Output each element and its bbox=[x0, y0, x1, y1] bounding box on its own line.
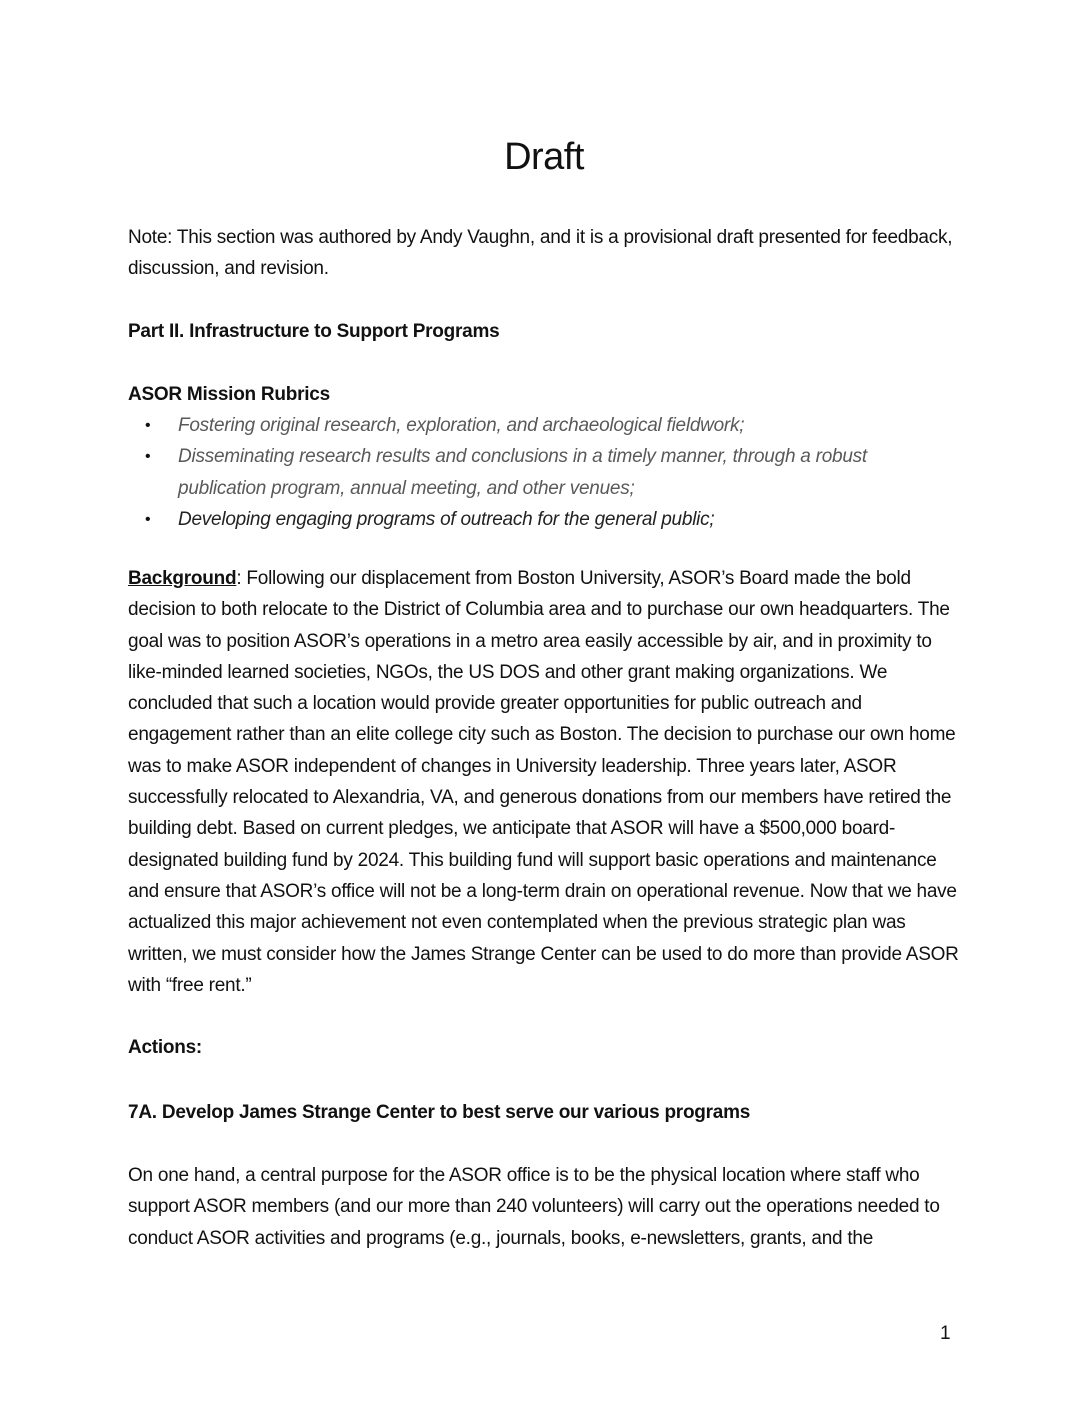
rubrics-heading: ASOR Mission Rubrics bbox=[128, 384, 330, 405]
author-note: Note: This section was authored by Andy Vaughn, and it is a provisional draft presented for feedback, discussion, and revision. bbox=[128, 227, 953, 280]
actions-heading: Actions: bbox=[128, 1037, 202, 1058]
action-7a-heading: 7A. Develop James Strange Center to best serve our various programs bbox=[128, 1102, 751, 1123]
rubric-text: Fostering original research, exploration, and archaeological fieldwork; bbox=[178, 415, 745, 436]
background-label: Background bbox=[128, 568, 237, 589]
list-item bbox=[128, 441, 960, 504]
purpose-paragraph: On one hand, a central purpose for the ASOR office is to be the physical location where staff who support ASOR members (and our more than 240 volunteers) will carry out the operations needed to conduct ASOR activities and programs (e.g., journals, books, e-newsletters, grants, and the bbox=[128, 1165, 940, 1249]
background-paragraph bbox=[128, 563, 960, 1001]
rubric-text: Disseminating research results and conclusions in a timely manner, through a robust publication program, annual meeting, and other venues; bbox=[178, 446, 867, 499]
bullet-icon: • bbox=[145, 448, 151, 466]
rubric-text: Developing engaging programs of outreach for the general public; bbox=[178, 508, 715, 530]
page-number: 1 bbox=[940, 1323, 951, 1344]
bullet-icon: • bbox=[145, 510, 151, 528]
list-item bbox=[128, 410, 960, 441]
list-item bbox=[128, 504, 960, 535]
part-heading: Part II. Infrastructure to Support Programs bbox=[128, 321, 500, 342]
document-title: Draft bbox=[504, 136, 584, 178]
background-text: : Following our displacement from Boston University, ASOR’s Board made the bold decision to both relocate to the District of Columbia area and to purchase our own headquarters. The goal was to position ASOR’s operations in a metro area easily accessible by air, and in proximity to like-minded learned societies, NGOs, the US DOS and other grant making organizations. We concluded that such a location would provide greater opportunities for public outreach and engagement rather than an elite college city such as Boston. The decision to purchase our own home was to make ASOR independent of changes in University leadership. Three years later, ASOR successfully relocated to Alexandria, VA, and generous donations from our members have retired the building debt. Based on current pledges, we anticipate that ASOR will have a $500,000 board-designated building fund by 2024. This building fund will support basic operations and maintenance and ensure that ASOR’s office will not be a long-term drain on operational revenue. Now that we have actualized this major achievement not even contemplated when the previous strategic plan was written, we must consider how the James Strange Center can be used to do more than provide ASOR with “free rent.” bbox=[128, 568, 959, 996]
mission-rubrics-list bbox=[128, 410, 960, 535]
bullet-icon: • bbox=[145, 417, 151, 434]
